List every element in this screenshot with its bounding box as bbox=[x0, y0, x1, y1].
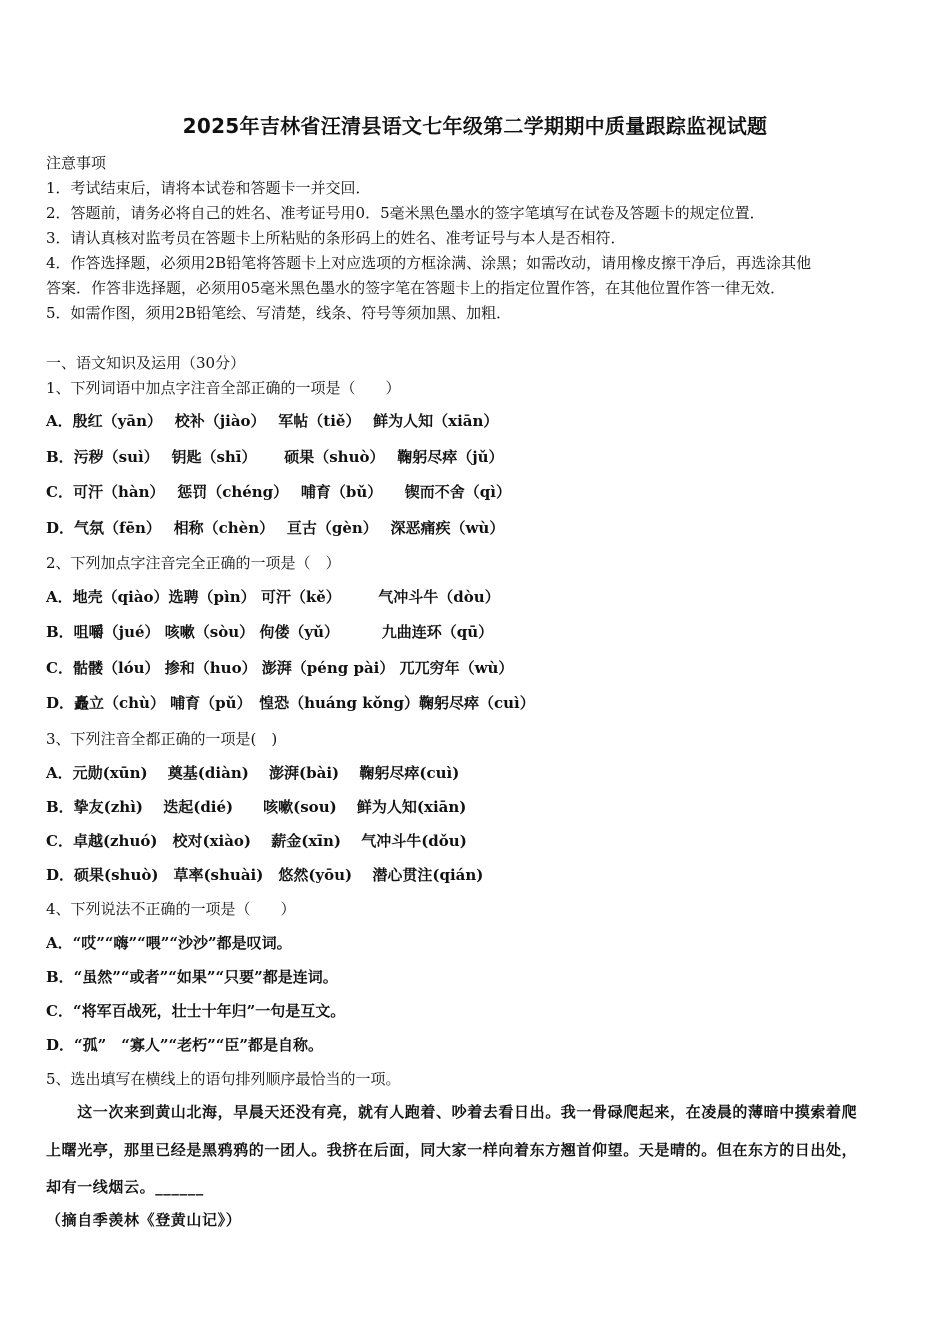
question-4-option-b[interactable]: B．“虽然”“或者”“如果”“只要”都是连词。 bbox=[46, 968, 338, 986]
question-4-option-a[interactable]: A．“哎”“嗨”“喂”“沙沙”都是叹词。 bbox=[46, 934, 292, 952]
question-2-option-a[interactable]: A．地壳（qiào）选聘（pìn） 可汗（kě） 气冲斗牛（dòu） bbox=[46, 588, 500, 606]
question-1-stem: 1、下列词语中加点字注音全部正确的一项是（ ） bbox=[46, 379, 401, 397]
passage-line-1: 这一次来到黄山北海，早晨天还没有亮，就有人跑着、吵着去看日出。我一骨碌爬起来，在凌晨的薄暗中摸索着爬 bbox=[46, 1103, 858, 1121]
question-1-option-d[interactable]: D．气氛（fēn） 相称（chèn） 亘古（gèn） 深恶痛疾（wù） bbox=[46, 519, 505, 537]
question-2-stem: 2、下列加点字注音完全正确的一项是（ ） bbox=[46, 554, 341, 572]
question-2-option-b[interactable]: B．咀嚼（jué） 咳嗽（sòu） 佝偻（yǔ） 九曲连环（qū） bbox=[46, 623, 494, 641]
notice-item-3: 3．请认真核对监考员在答题卡上所粘贴的条形码上的姓名、准考证号与本人是否相符． bbox=[46, 229, 626, 247]
question-2-option-d[interactable]: D．矗立（chù） 哺育（pǔ） 惶恐（huáng kǒng）鞠躬尽瘁（cuì） bbox=[46, 694, 535, 712]
question-1-option-c[interactable]: C．可汗（hàn） 惩罚（chéng） 哺育（bǔ） 锲而不舍（qì） bbox=[46, 483, 511, 501]
question-4-option-d[interactable]: D．“孤” “寡人”“老朽”“臣”都是自称。 bbox=[46, 1036, 324, 1054]
notice-item-5: 5．如需作图，须用2B铅笔绘、写清楚，线条、符号等须加黑、加粗． bbox=[46, 304, 512, 322]
notice-item-1: 1．考试结束后，请将本试卷和答题卡一并交回． bbox=[46, 179, 371, 197]
question-4-stem: 4、下列说法不正确的一项是（ ） bbox=[46, 900, 296, 918]
question-4-option-c[interactable]: C．“将军百战死，壮士十年归”一句是互文。 bbox=[46, 1002, 346, 1020]
question-3-option-a[interactable]: A．元勋(xūn) 奠基(diàn) 澎湃(bài) 鞠躬尽瘁(cuì) bbox=[46, 764, 460, 782]
notice-item-4: 4．作答选择题，必须用2B铅笔将答题卡上对应选项的方框涂满、涂黑；如需改动，请用橡皮擦干净后，再选涂其他 bbox=[46, 254, 812, 272]
question-3-stem: 3、下列注音全都正确的一项是( ) bbox=[46, 730, 278, 748]
question-3-option-c[interactable]: C．卓越(zhuó) 校对(xiào) 薪金(xīn) 气冲斗牛(dǒu) bbox=[46, 832, 467, 850]
question-1-option-a[interactable]: A．殷红（yān） 校补（jiào） 军帖（tiě） 鲜为人知（xiān） bbox=[46, 412, 499, 430]
page-title: 2025年吉林省汪清县语文七年级第二学期期中质量跟踪监视试题 bbox=[182, 114, 768, 138]
passage-source: （摘自季羡林《登黄山记》） bbox=[46, 1211, 242, 1229]
question-5-stem: 5、选出填写在横线上的语句排列顺序最恰当的一项。 bbox=[46, 1070, 401, 1088]
question-3-option-b[interactable]: B．挚友(zhì) 迭起(dié) 咳嗽(sou) 鲜为人知(xiān) bbox=[46, 798, 467, 816]
section-heading: 一、语文知识及运用（30分） bbox=[46, 354, 246, 372]
notice-heading: 注意事项 bbox=[46, 154, 107, 172]
notice-item-4-cont: 答案．作答非选择题，必须用05毫米黑色墨水的签字笔在答题卡上的指定位置作答，在其他位置作答一律无效． bbox=[46, 279, 786, 297]
question-3-option-d[interactable]: D．硕果(shuò) 草率(shuài) 悠然(yōu) 潜心贯注(qián) bbox=[46, 866, 484, 884]
notice-item-2: 2．答题前，请务必将自己的姓名、准考证号用0．5毫米黑色墨水的签字笔填写在试卷及答题卡的规定位置． bbox=[46, 204, 765, 222]
question-2-option-c[interactable]: C．骷髅（lóu） 掺和（huo） 澎湃（péng pài） 兀兀穷年（wù） bbox=[46, 659, 514, 677]
question-1-option-b[interactable]: B．污秽（suì） 钥匙（shī） 硕果（shuò） 鞠躬尽瘁（jǔ） bbox=[46, 448, 504, 466]
passage-line-3: 却有一线烟云。______ bbox=[46, 1178, 204, 1196]
passage-line-2: 上曙光亭，那里已经是黑鸦鸦的一团人。我挤在后面，同大家一样向着东方翘首仰望。天是晴的。但在东方的日出处， bbox=[46, 1141, 858, 1159]
